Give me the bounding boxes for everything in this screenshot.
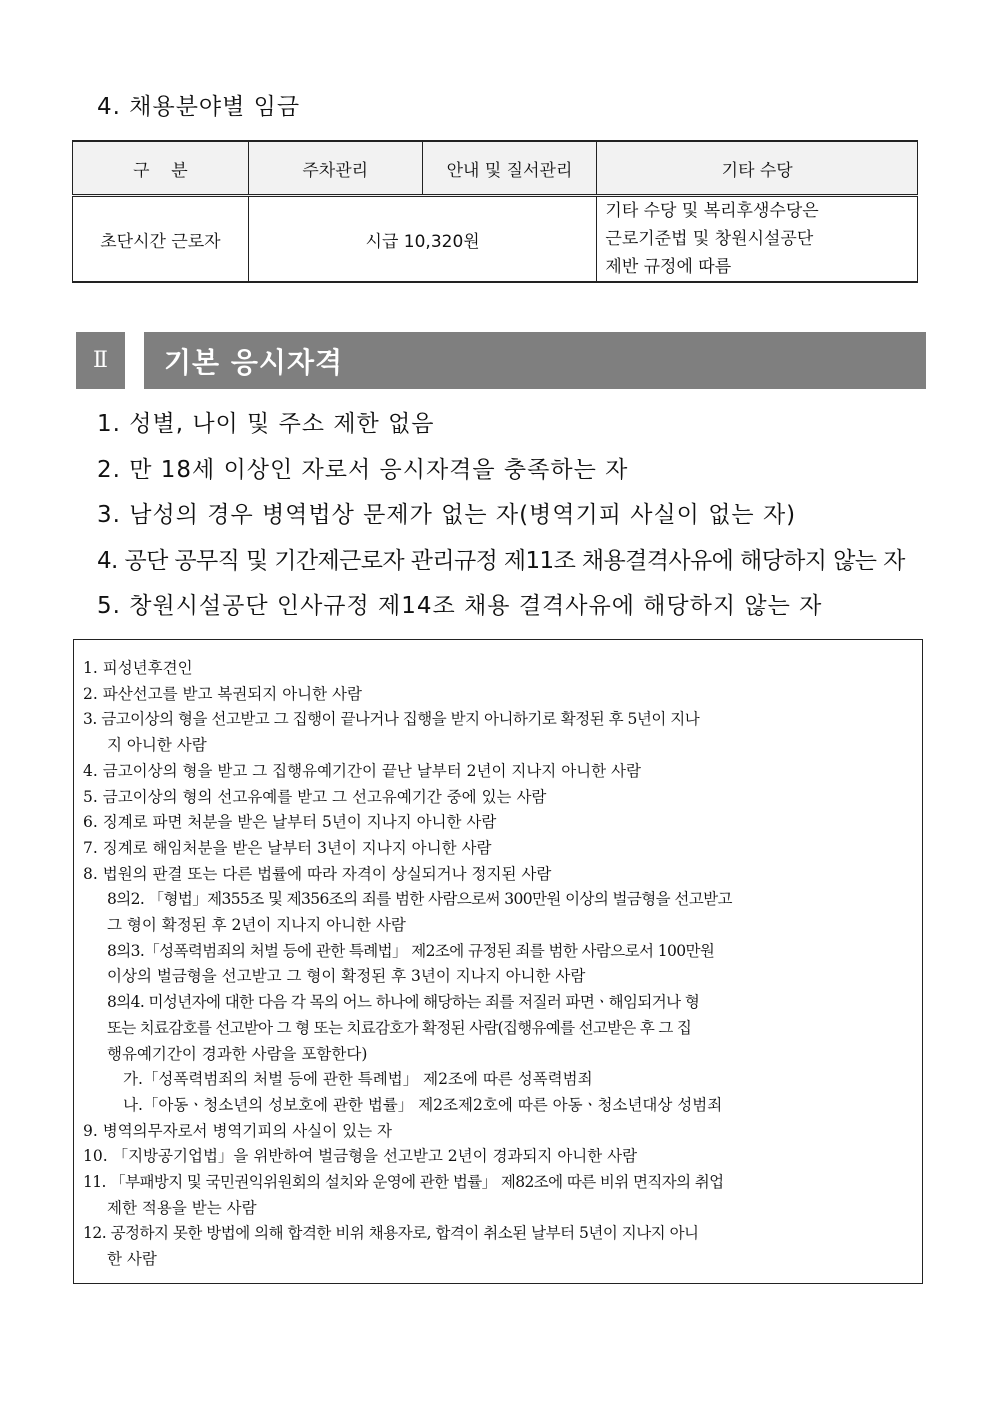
requirement-item: 3. 남성의 경우 병역법상 문제가 없는 자(병역기피 사실이 없는 자) xyxy=(97,502,797,528)
cell-category: 초단시간 근로자 xyxy=(73,196,249,283)
disqualification-line: 10. 「지방공기업법」을 위반하여 벌금형을 선고받고 2년이 경과되지 아니한 사람 xyxy=(83,1147,638,1166)
wage-table-row xyxy=(73,196,918,283)
disqualification-line: 8의2. 「형법」제355조 및 제356조의 죄를 범한 사람으로써 300만원 이상의 벌금형을 선고받고 xyxy=(107,890,732,909)
wage-table-header-row xyxy=(73,141,918,196)
disqualification-line: 3. 금고이상의 형을 선고받고 그 집행이 끝나거나 집행을 받지 아니하기로 확정된 후 5년이 지나 xyxy=(83,710,700,729)
disqualification-line: 나.「아동ㆍ청소년의 성보호에 관한 법률」 제2조제2호에 따른 아동ㆍ청소년대상 성범죄 xyxy=(123,1095,723,1114)
disqualification-line: 또는 치료감호를 선고받아 그 형 또는 치료감호가 확정된 사람(집행유예를 선고받은 후 그 집 xyxy=(107,1018,692,1037)
cell-extra-allowance xyxy=(597,196,918,283)
disqualification-line: 가.「성폭력범죄의 처벌 등에 관한 특례법」 제2조에 따른 성폭력범죄 xyxy=(123,1070,593,1089)
disqualification-line: 7. 징계로 해임처분을 받은 날부터 3년이 지나지 아니한 사람 xyxy=(83,838,492,857)
cell-hourly-wage: 시급 10,320원 xyxy=(248,196,597,283)
disqualification-line: 6. 징계로 파면 처분을 받은 날부터 5년이 지나지 아니한 사람 xyxy=(83,813,497,832)
disqualification-line: 그 형이 확정된 후 2년이 지나지 아니한 사람 xyxy=(107,916,406,935)
header-guidance: 안내 및 질서관리 xyxy=(422,141,597,196)
disqualification-line: 11. 「부패방지 및 국민권익위원회의 설치와 운영에 관한 법률」 제82조에 따른 비위 면직자의 취업 xyxy=(83,1173,724,1192)
disqualification-line: 한 사람 xyxy=(107,1250,157,1269)
requirement-item: 1. 성별, 나이 및 주소 제한 없음 xyxy=(97,411,435,437)
disqualification-line: 1. 피성년후견인 xyxy=(83,659,193,677)
disqualification-line: 5. 금고이상의 형의 선고유예를 받고 그 선고유예기간 중에 있는 사람 xyxy=(83,787,547,806)
header-extra-allowance: 기타 수당 xyxy=(597,141,918,196)
disqualification-box xyxy=(73,639,923,1284)
etc-line: 제반 규정에 따름 xyxy=(605,257,732,277)
disqualification-line: 제한 적용을 받는 사람 xyxy=(107,1198,257,1217)
disqualification-line: 행유예기간이 경과한 사람을 포함한다) xyxy=(107,1044,368,1063)
disqualification-line: 이상의 벌금형을 선고받고 그 형이 확정된 후 3년이 지나지 아니한 사람 xyxy=(107,967,586,986)
disqualification-line: 9. 병역의무자로서 병역기피의 사실이 있는 자 xyxy=(83,1121,392,1140)
section-title: 기본 응시자격 xyxy=(144,332,926,389)
etc-line: 근로기준법 및 창원시설공단 xyxy=(605,229,814,249)
disqualification-line: 8의4. 미성년자에 대한 다음 각 목의 어느 하나에 해당하는 죄를 저질러 파면ㆍ해임되거나 형 xyxy=(107,993,700,1012)
header-category: 구 분 xyxy=(73,141,249,196)
header-parking: 주차관리 xyxy=(248,141,422,196)
etc-line: 기타 수당 및 복리후생수당은 xyxy=(605,201,819,221)
section-number: Ⅱ xyxy=(76,332,125,389)
disqualification-line: 지 아니한 사람 xyxy=(107,736,207,755)
requirements-list xyxy=(97,402,927,630)
disqualification-line: 4. 금고이상의 형을 받고 그 집행유예기간이 끝난 날부터 2년이 지나지 아니한 사람 xyxy=(83,761,641,780)
section-2-banner xyxy=(76,332,926,389)
section-4-title: 4. 채용분야별 임금 xyxy=(97,94,301,120)
requirement-item: 5. 창원시설공단 인사규정 제14조 채용 결격사유에 해당하지 않는 자 xyxy=(97,593,823,619)
disqualification-line: 8의3.「성폭력범죄의 처벌 등에 관한 특례법」 제2조에 규정된 죄를 범한 사람으로서 100만원 xyxy=(107,941,715,960)
requirement-item: 2. 만 18세 이상인 자로서 응시자격을 충족하는 자 xyxy=(97,456,629,483)
requirement-item: 4. 공단 공무직 및 기간제근로자 관리규정 제11조 채용결격사유에 해당하지 않는 자 xyxy=(97,547,905,574)
wage-table xyxy=(72,140,918,283)
disqualification-line: 12. 공정하지 못한 방법에 의해 합격한 비위 채용자로, 합격이 취소된 날부터 5년이 지나지 아니 xyxy=(83,1224,699,1243)
disqualification-line: 8. 법원의 판결 또는 다른 법률에 따라 자격이 상실되거나 정지된 사람 xyxy=(83,864,552,883)
disqualification-line: 2. 파산선고를 받고 복권되지 아니한 사람 xyxy=(83,684,362,703)
